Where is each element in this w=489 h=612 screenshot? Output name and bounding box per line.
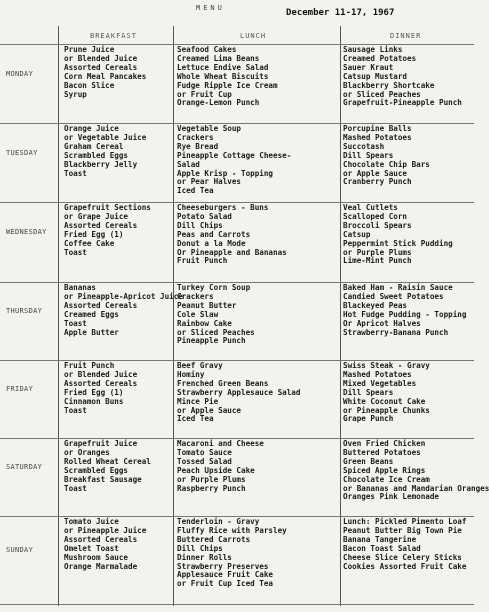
menu-cell-lunch bbox=[177, 46, 337, 122]
menu-item: Pineapple Punch bbox=[177, 336, 246, 346]
menu-item: or Pineapple-Apricot Juice bbox=[64, 291, 183, 301]
menu-item: Frenched Green Beans bbox=[177, 378, 269, 388]
menu-item: Bananas bbox=[64, 283, 97, 292]
menu-item: Cranberry Punch bbox=[343, 177, 412, 187]
menu-cell-dinner bbox=[343, 46, 474, 122]
menu-item: Rainbow Cake bbox=[177, 318, 232, 328]
menu-item: Scrambled Eggs bbox=[64, 465, 129, 475]
menu-item: Cinnamon Buns bbox=[64, 396, 124, 406]
day-label: SATURDAY bbox=[6, 463, 43, 471]
menu-item: Apple Butter bbox=[64, 327, 119, 337]
menu-item: Rolled Wheat Cereal bbox=[64, 456, 151, 466]
menu-item: Blackeyed Peas bbox=[343, 300, 408, 310]
menu-cell-lunch bbox=[177, 440, 337, 515]
menu-item: or Vegetable Juice bbox=[64, 132, 147, 142]
menu-item: Mushroom Sauce bbox=[64, 552, 129, 562]
menu-item: Potato Salad bbox=[177, 211, 232, 221]
menu-item: or Pear Halves bbox=[177, 177, 242, 187]
menu-title: MENU bbox=[196, 4, 225, 12]
menu-item: Orange Juice bbox=[64, 124, 119, 133]
menu-item: Peanut Butter bbox=[177, 300, 237, 310]
day-label: MONDAY bbox=[6, 69, 34, 78]
menu-item: Mixed Vegetables bbox=[343, 378, 417, 388]
menu-item: Fried Egg (1) bbox=[64, 387, 124, 397]
menu-item: or Fruit Cup Iced Tea bbox=[177, 579, 274, 589]
menu-item: Donut a la Mode bbox=[177, 238, 246, 248]
menu-item: Lunch: Pickled Pimento Loaf bbox=[343, 517, 467, 526]
menu-item: Peppermint Stick Pudding bbox=[343, 238, 453, 248]
menu-cell-breakfast bbox=[64, 46, 170, 122]
menu-item: Applesauce Fruit Cake bbox=[177, 570, 274, 580]
menu-item: Assorted Cereals bbox=[64, 534, 138, 544]
menu-item: Iced Tea bbox=[177, 414, 214, 424]
menu-item: Creamed Potatoes bbox=[343, 53, 417, 63]
menu-item: Or Apricot Halves bbox=[343, 318, 421, 328]
row-divider bbox=[0, 604, 474, 605]
menu-item: Apple Krisp - Topping bbox=[177, 168, 274, 178]
menu-item: Assorted Cereals bbox=[64, 378, 138, 388]
day-label: WEDNESDAY bbox=[6, 228, 47, 236]
menu-item: Dill Spears bbox=[343, 150, 394, 160]
menu-item: Hominy bbox=[177, 369, 205, 379]
menu-item: Mince Pie bbox=[177, 396, 219, 406]
menu-cell-breakfast bbox=[64, 283, 183, 359]
column-header-dinner: DINNER bbox=[390, 32, 422, 40]
menu-table bbox=[0, 26, 489, 606]
menu-item: Or Pineapple and Bananas bbox=[177, 247, 287, 257]
menu-item: Assorted Cereals bbox=[64, 62, 138, 72]
menu-item: Dill Spears bbox=[343, 387, 394, 397]
menu-item: Toast bbox=[64, 318, 87, 328]
menu-item: Porcupine Balls bbox=[343, 124, 412, 133]
menu-cell-lunch bbox=[177, 284, 337, 359]
menu-item: Rye Bread bbox=[177, 141, 219, 151]
menu-item: Fruit Punch bbox=[64, 361, 115, 370]
menu-item: Broccoli Spears bbox=[343, 220, 412, 230]
menu-item: Sausage Links bbox=[343, 45, 403, 54]
menu-item: Chocolate Chip Bars bbox=[343, 159, 430, 169]
menu-item: Buttered Potatoes bbox=[343, 447, 421, 457]
day-label: TUESDAY bbox=[6, 148, 38, 157]
menu-item: Fruit Punch bbox=[177, 256, 228, 266]
menu-item: Oven Fried Chicken bbox=[343, 439, 426, 448]
menu-item: Candied Sweet Potatoes bbox=[343, 291, 444, 301]
menu-item: or Purple Plums bbox=[343, 247, 412, 257]
menu-item: Oranges Pink Lemonade bbox=[343, 492, 440, 502]
menu-item: Vegetable Soup bbox=[177, 124, 242, 133]
menu-item: White Coconut Cake bbox=[343, 396, 426, 406]
menu-item: Assorted Cereals bbox=[64, 300, 138, 310]
menu-item: Raspberry Punch bbox=[177, 483, 246, 493]
menu-item: Blackberry Shortcake bbox=[343, 80, 435, 90]
menu-item: Salad bbox=[177, 159, 200, 169]
menu-item: Strawberry-Banana Punch bbox=[343, 327, 449, 337]
menu-item: Tomato Juice bbox=[64, 517, 119, 526]
menu-item: Catsup bbox=[343, 229, 371, 239]
menu-item: Mashed Potatoes bbox=[343, 369, 412, 379]
menu-cell-lunch bbox=[177, 518, 337, 603]
menu-item: Peanut Butter Big Town Pie bbox=[343, 525, 462, 535]
menu-item: Tenderloin - Gravy bbox=[177, 517, 260, 526]
menu-item: Macaroni and Cheese bbox=[177, 439, 264, 448]
menu-cell-breakfast bbox=[64, 125, 170, 201]
menu-cell-lunch bbox=[177, 204, 337, 281]
menu-item: Prune Juice bbox=[64, 45, 115, 54]
menu-item: Peach Upside Cake bbox=[177, 465, 255, 475]
menu-cell-breakfast bbox=[64, 204, 170, 281]
menu-cell-dinner bbox=[343, 362, 474, 437]
menu-item: Orange Marmalade bbox=[64, 561, 138, 571]
menu-item: or Sliced Peaches bbox=[343, 89, 421, 99]
menu-item: Cheeseburgers - Buns bbox=[177, 203, 269, 212]
menu-item: Fluffy Rice with Parsley bbox=[177, 525, 287, 535]
menu-item: Corn Meal Pancakes bbox=[64, 71, 147, 81]
menu-item: or Purple Plums bbox=[177, 474, 246, 484]
menu-cell-dinner bbox=[343, 125, 474, 201]
menu-cell-dinner bbox=[343, 518, 474, 603]
menu-item: Strawberry Preserves bbox=[177, 561, 269, 571]
menu-item: or Fruit Cup bbox=[177, 89, 232, 99]
menu-item: Bacon Toast Salad bbox=[343, 543, 421, 553]
menu-item: Tomato Sauce bbox=[177, 447, 232, 457]
menu-cell-lunch bbox=[177, 125, 337, 201]
menu-item: or Grape Juice bbox=[64, 211, 129, 221]
menu-item: Grapefruit Sections bbox=[64, 203, 151, 212]
menu-item: Pineapple Cottage Cheese- bbox=[177, 150, 292, 160]
menu-item: Bacon Slice bbox=[64, 80, 115, 90]
menu-item: Hot Fudge Pudding - Topping bbox=[343, 309, 467, 319]
menu-item: Peas and Carrots bbox=[177, 229, 251, 239]
menu-item: Toast bbox=[64, 405, 87, 415]
menu-item: Sauer Kraut bbox=[343, 62, 394, 72]
menu-item: Blackberry Jelly bbox=[64, 159, 138, 169]
menu-item: Scrambled Eggs bbox=[64, 150, 129, 160]
menu-item: Catsup Mustard bbox=[343, 71, 408, 81]
menu-item: or Blended Juice bbox=[64, 53, 138, 63]
column-divider bbox=[340, 26, 341, 606]
menu-cell-dinner bbox=[343, 204, 474, 281]
day-label: SUNDAY bbox=[6, 546, 34, 554]
menu-item: Omelet Toast bbox=[64, 543, 119, 553]
menu-item: Cookies Assorted Fruit Cake bbox=[343, 561, 467, 571]
menu-cell-dinner bbox=[343, 439, 489, 515]
menu-item: or Pineapple Juice bbox=[64, 525, 147, 535]
menu-item: or Apple Sauce bbox=[343, 168, 408, 178]
menu-item: Veal Cutlets bbox=[343, 203, 398, 212]
menu-item: Fudge Ripple Ice Cream bbox=[177, 80, 278, 90]
menu-item: Creamed Eggs bbox=[64, 309, 119, 319]
menu-item: Grape Punch bbox=[343, 414, 394, 424]
menu-item: Crackers bbox=[177, 291, 214, 301]
menu-item: Strawberry Applesauce Salad bbox=[177, 387, 301, 397]
menu-item: Chocolate Ice Cream bbox=[343, 474, 430, 484]
menu-item: Toast bbox=[64, 483, 87, 493]
menu-item: Mashed Potatoes bbox=[343, 132, 412, 142]
menu-item: Assorted Cereals bbox=[64, 220, 138, 230]
menu-item: Dinner Rolls bbox=[177, 552, 232, 562]
menu-item: Spiced Apple Rings bbox=[343, 465, 426, 475]
menu-item: Swiss Steak - Gravy bbox=[343, 361, 430, 370]
menu-item: Banana Tangerine bbox=[343, 534, 417, 544]
day-label: FRIDAY bbox=[6, 385, 34, 393]
menu-cell-breakfast bbox=[64, 362, 170, 437]
menu-item: Turkey Corn Soup bbox=[177, 283, 251, 292]
menu-item: Scalloped Corn bbox=[343, 211, 408, 221]
menu-item: Grapefruit Juice bbox=[64, 439, 138, 448]
column-header-breakfast: BREAKFAST bbox=[90, 32, 137, 40]
menu-item: Seafood Cakes bbox=[177, 45, 237, 54]
menu-item: Toast bbox=[64, 168, 87, 178]
menu-item: Cole Slaw bbox=[177, 309, 219, 319]
menu-item: or Pineapple Chunks bbox=[343, 405, 430, 415]
menu-item: Graham Cereal bbox=[64, 141, 124, 151]
menu-item: Baked Ham - Raisin Sauce bbox=[343, 283, 453, 292]
menu-item: Creamed Lima Beans bbox=[177, 53, 260, 63]
menu-date: December 11-17, 1967 bbox=[286, 8, 395, 18]
menu-item: Coffee Cake bbox=[64, 238, 115, 248]
menu-item: Lime-Mint Punch bbox=[343, 256, 412, 266]
menu-item: Green Beans bbox=[343, 456, 394, 466]
menu-item: or Sliced Peaches bbox=[177, 327, 255, 337]
menu-item: or Blended Juice bbox=[64, 369, 138, 379]
menu-item: Crackers bbox=[177, 132, 214, 142]
column-divider bbox=[58, 26, 59, 606]
menu-item: Orange-Lemon Punch bbox=[177, 98, 260, 108]
menu-item: Tossed Salad bbox=[177, 456, 232, 466]
column-header-lunch: LUNCH bbox=[240, 32, 267, 40]
menu-cell-lunch bbox=[177, 362, 337, 437]
menu-item: Cheese Slice Celery Sticks bbox=[343, 552, 462, 562]
menu-item: Breakfast Sausage bbox=[64, 474, 142, 484]
column-divider bbox=[173, 26, 174, 606]
menu-item: or Oranges bbox=[64, 447, 110, 457]
menu-cell-breakfast bbox=[64, 440, 170, 515]
menu-item: Lettuce Endive Salad bbox=[177, 62, 269, 72]
menu-cell-breakfast bbox=[64, 518, 170, 603]
menu-item: Whole Wheat Biscuits bbox=[177, 71, 269, 81]
day-label: THURSDAY bbox=[6, 307, 43, 315]
menu-item: or Bananas and Mandarian Oranges bbox=[343, 483, 489, 493]
menu-item: Dill Chips bbox=[177, 543, 223, 553]
menu-item: Iced Tea bbox=[177, 186, 214, 196]
menu-item: or Apple Sauce bbox=[177, 405, 242, 415]
menu-item: Buttered Carrots bbox=[177, 534, 251, 544]
menu-item: Grapefruit-Pineapple Punch bbox=[343, 98, 462, 108]
menu-item: Succotash bbox=[343, 141, 385, 151]
menu-item: Syrup bbox=[64, 89, 87, 99]
menu-item: Dill Chips bbox=[177, 220, 223, 230]
menu-item: Toast bbox=[64, 247, 87, 257]
menu-cell-dinner bbox=[343, 284, 474, 359]
menu-item: Beef Gravy bbox=[177, 361, 223, 370]
menu-item: Fried Egg (1) bbox=[64, 229, 124, 239]
